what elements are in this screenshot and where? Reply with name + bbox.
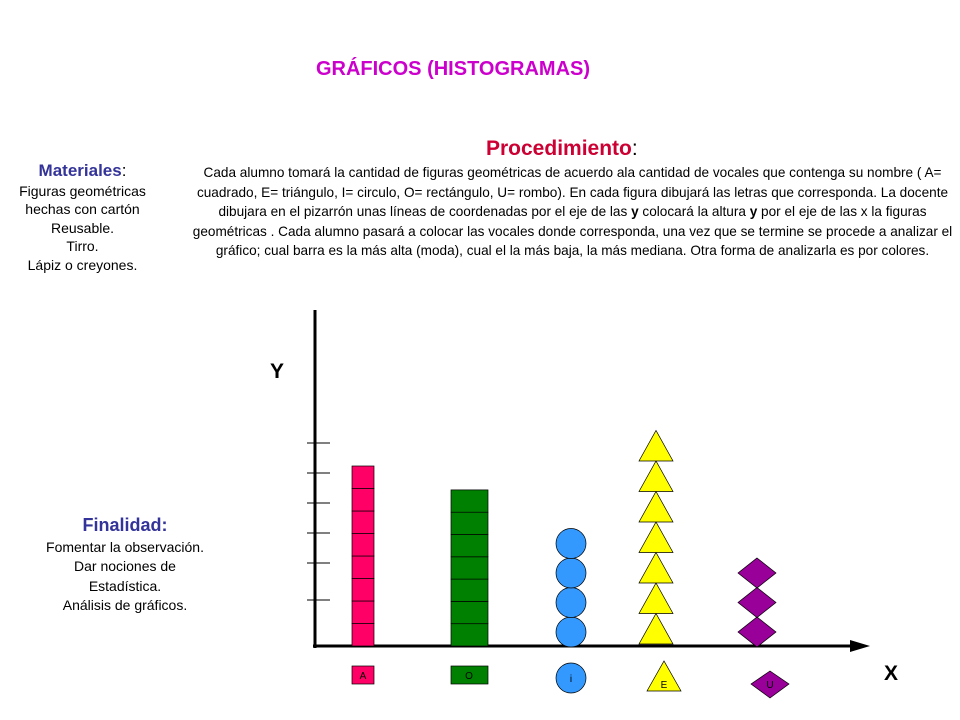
bar-unit-triangle	[639, 492, 673, 523]
category-label-o: O	[465, 671, 473, 682]
materials-colon: :	[121, 161, 127, 180]
bar-unit-circle	[556, 617, 586, 647]
materials-item: Reusable.	[50, 219, 115, 236]
purpose-item: Dar nociones de	[74, 558, 176, 574]
bar-unit-circle	[556, 558, 586, 588]
materials-item: Figuras geométricas	[19, 182, 146, 199]
materials-item: hechas con cartón	[25, 201, 140, 217]
bar-unit-circle	[556, 588, 586, 618]
materials-item: Lápiz o creyones.	[27, 256, 138, 273]
category-label-e: E	[660, 680, 668, 691]
purpose-item: Estadística.	[88, 577, 162, 594]
bar-unit-rectangle	[451, 579, 488, 601]
bar-unit-square	[352, 579, 374, 602]
bar-unit-square	[352, 556, 374, 579]
procedure-text-part: colocará la altura	[638, 204, 750, 220]
y-axis-label: Y	[270, 360, 285, 383]
procedure-y-bold: y	[749, 204, 758, 220]
bar-unit-diamond	[738, 558, 776, 588]
bar-unit-square	[352, 466, 374, 489]
bar-unit-rectangle	[451, 557, 488, 579]
procedure-text-part: por el eje de las x la figuras geométricas . Cada alumno pasará a colocar las vocales donde corresponda, una vez que se termine se procede a analizar el gráfico; cual barra es la más alta (moda), cual el la más baja, la más mediana. Otra forma de analizarla es por colores.	[192, 204, 953, 259]
bar-unit-triangle	[639, 461, 673, 492]
procedure-heading-text: Procedimiento	[486, 137, 632, 160]
bar-unit-square	[352, 489, 374, 512]
bar-unit-triangle	[639, 522, 673, 553]
x-axis-label: X	[884, 662, 899, 685]
page-title: GRÁFICOS (HISTOGRAMAS)	[315, 58, 591, 80]
bar-unit-rectangle	[451, 512, 488, 534]
bar-unit-triangle	[639, 614, 673, 645]
bar-unit-square	[352, 534, 374, 557]
bar-unit-rectangle	[451, 490, 488, 512]
purpose-heading: Finalidad:	[82, 515, 168, 535]
bar-unit-triangle	[639, 583, 673, 614]
bar-unit-diamond	[738, 617, 776, 647]
x-axis-arrow	[850, 640, 870, 652]
procedure-colon: :	[631, 137, 638, 160]
materials-item: Tirro.	[66, 238, 99, 254]
bar-unit-rectangle	[451, 535, 488, 557]
procedure-y-bold: y	[631, 204, 639, 220]
bar-unit-square	[352, 624, 374, 647]
bar-unit-circle	[556, 529, 586, 559]
materials-heading: Materiales	[38, 161, 122, 180]
procedure-text-part: Cada alumno tomará la cantidad de figuras geométricas de acuerdo ala cantidad de vocales que contenga su nombre ( A= cuadrado, E= triángulo, I= circulo, O= rectángulo, U= rombo). En cada figura dibujará las letras que corresponda. La docente dibujara en el pizarrón unas líneas de coordenadas por el eje de las	[196, 165, 949, 220]
category-label-u: U	[766, 680, 774, 691]
category-label-i: i	[569, 674, 573, 685]
bar-unit-square	[352, 511, 374, 534]
bar-unit-triangle	[639, 431, 673, 462]
purpose-item: Fomentar la observación.	[46, 538, 204, 555]
bar-unit-triangle	[639, 553, 673, 584]
bar-unit-diamond	[738, 588, 776, 618]
bar-unit-square	[352, 601, 374, 624]
purpose-item: Análisis de gráficos.	[62, 597, 188, 613]
bar-unit-rectangle	[451, 624, 488, 646]
category-label-a: A	[359, 671, 367, 682]
bar-unit-rectangle	[451, 601, 488, 623]
